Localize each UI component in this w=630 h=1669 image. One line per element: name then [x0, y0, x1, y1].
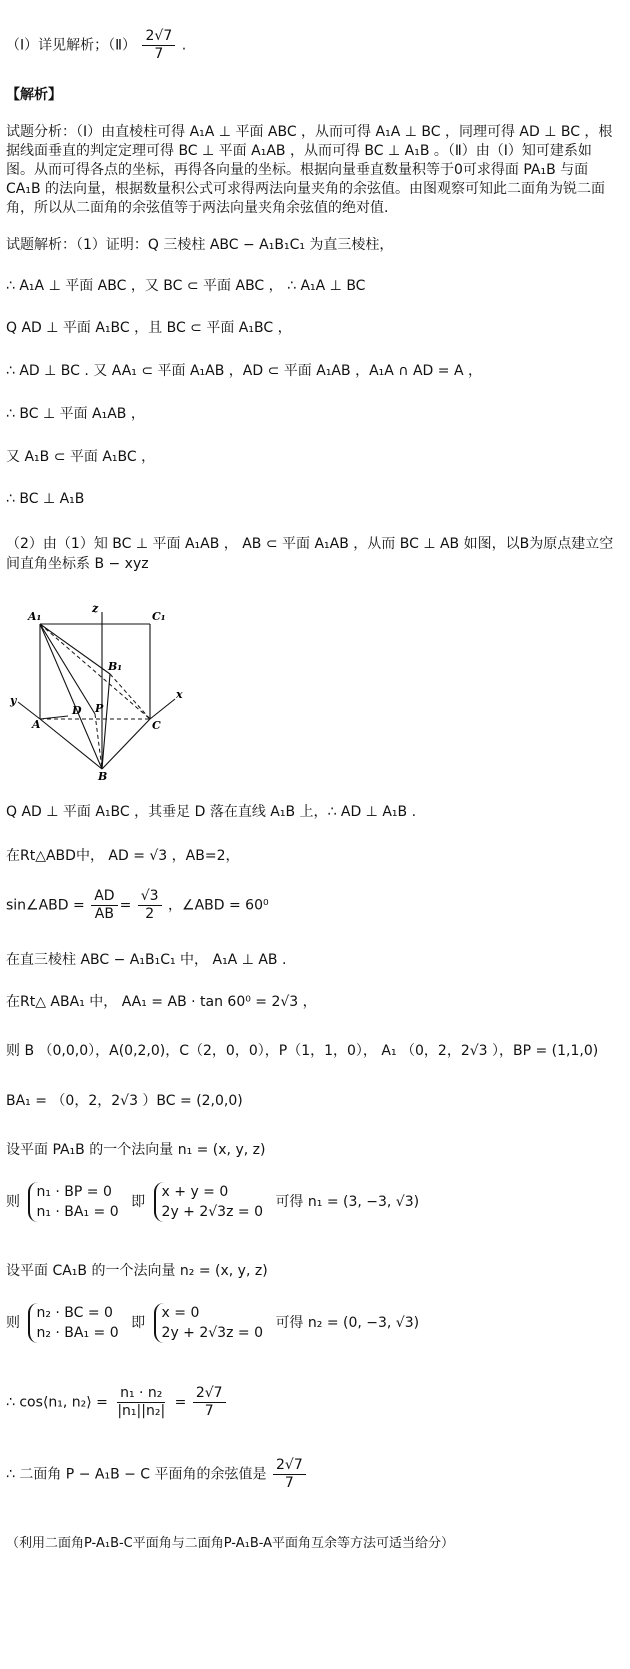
label-c: C — [152, 719, 161, 732]
label-a: A — [32, 718, 41, 731]
angle-result: ，∠ABD = 60⁰ — [168, 897, 269, 914]
cos-label: ∴ cos⟨n₁, n₂⟩ = — [6, 1394, 108, 1411]
label-b: B — [98, 770, 108, 780]
proof-line-1: 试题解析：（1）证明：Q 三棱柱 ABC − A₁B₁C₁ 为直三棱柱， — [6, 237, 394, 253]
fraction-denominator: |n₁||n₂| — [117, 1403, 166, 1419]
section-header: 【解析】 — [6, 87, 62, 103]
fraction-numerator: √3 — [138, 888, 162, 906]
edge-a-b — [40, 719, 102, 769]
answer-line — [6, 28, 186, 63]
answer-tail: . — [181, 37, 187, 54]
edge-a1-p — [40, 624, 95, 714]
label-z: z — [92, 604, 99, 615]
proof-line-6: 又 A₁B ⊂ 平面 A₁BC ， — [6, 449, 156, 465]
system-n1-xyz — [154, 1182, 267, 1222]
label-b1: B₁ — [108, 660, 123, 673]
fraction-ad-ab — [91, 888, 117, 923]
label-y: y — [10, 694, 17, 707]
analysis-paragraph: 试题分析：（Ⅰ）由直棱柱可得 A₁A ⊥ 平面 ABC ，从而可得 A₁A ⊥ BC ，同理可得 AD ⊥ BC ，根据线面垂直的判定定理可得 BC ⊥ 平面 A₁AB ，从而可得 BC ⊥ A₁B 。（Ⅱ）由（Ⅰ）知可建系如图。从而可得各点的坐标，再得各向量的坐标。根据向量垂直数量积等于0可求得面 PA₁B 与面 CA₁B 的法向量，根据数量积公式可求得两法向量夹角的余弦值。由图观察可知此二面角为锐二面角，所以从二面角的余弦值等于两法向量夹角余弦值的绝对值. — [6, 124, 613, 216]
sin-label: sin∠ABD = — [6, 897, 85, 914]
proof-line-5: ∴ BC ⊥ 平面 A₁AB ， — [6, 406, 145, 422]
part2-line-7: BA₁ = （0，2，2√3 ）BC = (2,0,0) — [6, 1093, 243, 1109]
label-a1: A₁ — [28, 610, 42, 623]
edge-b1-c-hidden — [110, 674, 150, 719]
label-c1: C₁ — [152, 610, 166, 623]
fraction-denominator: AB — [94, 906, 114, 922]
conclusion-text: ∴ 二面角 P − A₁B − C 平面角的余弦值是 — [6, 1466, 267, 1483]
edge-b1-b — [102, 674, 110, 769]
part2-line-10: 设平面 CA₁B 的一个法向量 n₂ = (x, y, z) — [6, 1263, 268, 1279]
part2-line-12 — [6, 1385, 228, 1420]
equation: 2y + 2√3z = 0 — [161, 1204, 263, 1220]
fraction-cos — [114, 1385, 168, 1420]
equation: 2y + 2√3z = 0 — [161, 1325, 263, 1341]
system-n2-xyz — [154, 1303, 267, 1343]
equation: n₁ · BA₁ = 0 — [36, 1204, 119, 1220]
part2-line-1: Q AD ⊥ 平面 A₁BC ，其垂足 D 落在直线 A₁B 上，∴ AD ⊥ A₁B . — [6, 804, 417, 820]
fraction-numerator: 2√7 — [193, 1385, 226, 1403]
fraction-denominator: 2 — [145, 906, 155, 922]
system-n2-dot — [28, 1303, 122, 1343]
fraction-final — [273, 1457, 306, 1492]
grading-note: （利用二面角P-A₁B-C平面角与二面角P-A₁B-A平面角互余等方法可适当给分） — [6, 1536, 455, 1551]
n1-result: 可得 n₁ = (3, −3, √3) — [275, 1194, 420, 1210]
proof-line-8: （2）由（1）知 BC ⊥ 平面 A₁AB ， AB ⊂ 平面 A₁AB ，从而 BC ⊥ AB 如图，以B为原点建立空间直角坐标系 B − xyz — [6, 536, 614, 572]
x-axis — [150, 699, 175, 719]
fraction-denominator: 7 — [284, 1475, 294, 1491]
fraction-numerator: AD — [91, 888, 117, 906]
n2-result: 可得 n₂ = (0, −3, √3) — [275, 1315, 420, 1331]
part2-line-11 — [6, 1303, 419, 1343]
equation: n₁ · BP = 0 — [36, 1184, 112, 1200]
label-p: P — [95, 702, 104, 715]
answer-text: （Ⅰ）详见解析；（Ⅱ） — [6, 37, 137, 54]
fraction-numerator: 2√7 — [142, 28, 175, 46]
part2-line-3: sin∠ABD = $\frac{AD}{AB}$ = $\frac{√3}{2}$ ，∠ABD = 60⁰ — [6, 888, 269, 922]
namely-label: 即 — [131, 1194, 146, 1210]
equals-sign: = — [174, 1394, 187, 1411]
equation: n₂ · BA₁ = 0 — [36, 1325, 119, 1341]
fraction-numerator: n₁ · n₂ — [117, 1385, 165, 1403]
label-d: D — [72, 704, 82, 717]
part2-line-5: 在Rt△ ABA₁ 中， AA₁ = AB · tan 60⁰ = 2√3 ， — [6, 994, 317, 1010]
proof-line-2: ∴ A₁A ⊥ 平面 ABC ，又 BC ⊂ 平面 ABC ， ∴ A₁A ⊥ BC — [6, 278, 366, 294]
equation: n₂ · BC = 0 — [36, 1305, 113, 1321]
part2-line-9 — [6, 1182, 419, 1222]
equation: x + y = 0 — [161, 1184, 229, 1200]
fraction-2sqrt7-7 — [193, 1385, 226, 1420]
answer-fraction — [142, 28, 175, 63]
proof-line-3: Q AD ⊥ 平面 A₁BC ，且 BC ⊂ 平面 A₁BC ， — [6, 320, 292, 336]
equation: x = 0 — [161, 1305, 200, 1321]
edge-c-b — [102, 719, 150, 769]
then-label: 则 — [6, 1194, 20, 1210]
part2-line-13 — [6, 1457, 308, 1492]
fraction-denominator: 7 — [154, 46, 164, 62]
y-axis — [18, 702, 40, 719]
part2-line-8: 设平面 PA₁B 的一个法向量 n₁ = (x, y, z) — [6, 1142, 266, 1158]
fraction-denominator: 7 — [204, 1403, 214, 1419]
fraction-sqrt3-2 — [138, 888, 162, 923]
proof-line-4: ∴ AD ⊥ BC . 又 AA₁ ⊂ 平面 A₁AB ，AD ⊂ 平面 A₁AB ，A₁A ∩ AD = A ， — [6, 363, 482, 379]
prism-coordinate-figure — [0, 604, 200, 780]
namely-label: 即 — [131, 1315, 146, 1331]
system-n1-dot — [28, 1182, 122, 1222]
part2-line-4: 在直三棱柱 ABC − A₁B₁C₁ 中， A₁A ⊥ AB . — [6, 952, 287, 968]
label-x: x — [176, 688, 183, 701]
fraction-numerator: 2√7 — [273, 1457, 306, 1475]
part2-line-2: 在Rt△ABD中， AD = √3 ，AB=2， — [6, 848, 240, 864]
part2-line-6: 则 B （0,0,0），A(0,2,0)，C（2，0，0），P（1，1，0）， A₁ （0，2，2√3 ），BP = (1,1,0) — [6, 1043, 599, 1059]
then-label: 则 — [6, 1315, 20, 1331]
proof-line-7: ∴ BC ⊥ A₁B — [6, 491, 85, 507]
